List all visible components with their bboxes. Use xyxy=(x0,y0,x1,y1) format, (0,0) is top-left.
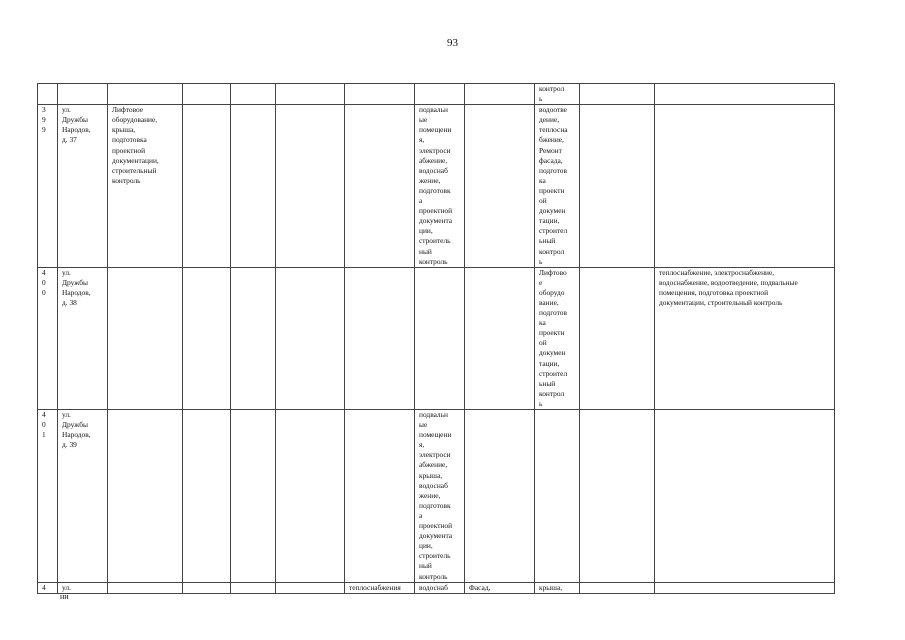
table-row xyxy=(38,105,835,268)
address-cell: ул. Дружбы Народов, д. 38 xyxy=(58,267,108,409)
table-cell xyxy=(465,84,535,105)
table-cell: крыша, xyxy=(535,582,580,593)
table-cell xyxy=(655,105,835,268)
table-cell xyxy=(415,267,465,409)
address-cell: ул. xyxy=(58,582,108,593)
table-cell xyxy=(345,105,415,268)
table-cell: водоотве дение, теплосна бжение, Ремонт фасада, подготов ка проектн ой докумен тации, строител ьный контрол ь xyxy=(535,105,580,268)
table-cell xyxy=(345,267,415,409)
works-cell: Лифтовое оборудование, крыша, подготовка проектной документации, строительный контроль xyxy=(108,105,183,268)
table-cell xyxy=(276,267,345,409)
table-cell: подвальн ые помещени я, электроси абжение, крыша, водоснаб жение, подготовк а проектной документа ции, строитель ный контроль xyxy=(415,410,465,583)
works-cell xyxy=(108,582,183,593)
table-cell xyxy=(183,410,231,583)
table-cell: теплоснабжение, электроснабжение, водоснабжение, водоотведение, подвальные помещения, подготовка проектной документации, строительный контроль xyxy=(655,267,835,409)
footer-note: ни xyxy=(60,592,69,601)
table-cell xyxy=(580,582,655,593)
address-cell: ул. Дружбы Народов, д. 39 xyxy=(58,410,108,583)
table-cell xyxy=(183,582,231,593)
table-cell xyxy=(231,582,276,593)
table-row xyxy=(38,267,835,409)
table-cell xyxy=(655,410,835,583)
table-cell xyxy=(465,410,535,583)
table-cell: водоснаб xyxy=(415,582,465,593)
table-cell xyxy=(465,267,535,409)
table-cell xyxy=(231,410,276,583)
table-cell xyxy=(183,267,231,409)
table-cell xyxy=(345,84,415,105)
table-cell xyxy=(655,582,835,593)
table-cell xyxy=(276,582,345,593)
table-row xyxy=(38,84,835,105)
table-cell xyxy=(231,267,276,409)
table-cell xyxy=(580,410,655,583)
works-cell xyxy=(108,84,183,105)
works-cell xyxy=(108,267,183,409)
table-cell xyxy=(276,105,345,268)
table-cell: теплоснабжения xyxy=(345,582,415,593)
table-row xyxy=(38,582,835,593)
table-cell xyxy=(580,84,655,105)
table-cell xyxy=(276,410,345,583)
table-cell xyxy=(580,267,655,409)
table-cell xyxy=(183,105,231,268)
table-cell xyxy=(231,84,276,105)
table-cell xyxy=(535,410,580,583)
address-cell: ул. Дружбы Народов, д. 37 xyxy=(58,105,108,268)
row-number-cell: 4 0 1 xyxy=(38,410,58,583)
table-cell xyxy=(415,84,465,105)
table-cell: Лифтово е оборудо вание, подготов ка проектн ой докумен тации, строител ьный контрол ь xyxy=(535,267,580,409)
table-cell xyxy=(465,105,535,268)
table-cell xyxy=(655,84,835,105)
table-cell xyxy=(231,105,276,268)
address-cell xyxy=(58,84,108,105)
table-cell xyxy=(276,84,345,105)
row-number-cell: 4 xyxy=(38,582,58,593)
table-cell xyxy=(580,105,655,268)
table-cell: Фасад, xyxy=(465,582,535,593)
table-cell xyxy=(183,84,231,105)
work-schedule-table xyxy=(37,83,835,594)
table-cell xyxy=(345,410,415,583)
row-number-cell: 4 0 0 xyxy=(38,267,58,409)
row-number-cell xyxy=(38,84,58,105)
table-cell: контрол ь xyxy=(535,84,580,105)
page-number: 93 xyxy=(447,37,458,49)
table-cell: подвальн ые помещени я, электроси абжение, водоснаб жение, подготовк а проектной документа ции, строитель ный контроль xyxy=(415,105,465,268)
table-row xyxy=(38,410,835,583)
works-cell xyxy=(108,410,183,583)
row-number-cell: 3 9 9 xyxy=(38,105,58,268)
